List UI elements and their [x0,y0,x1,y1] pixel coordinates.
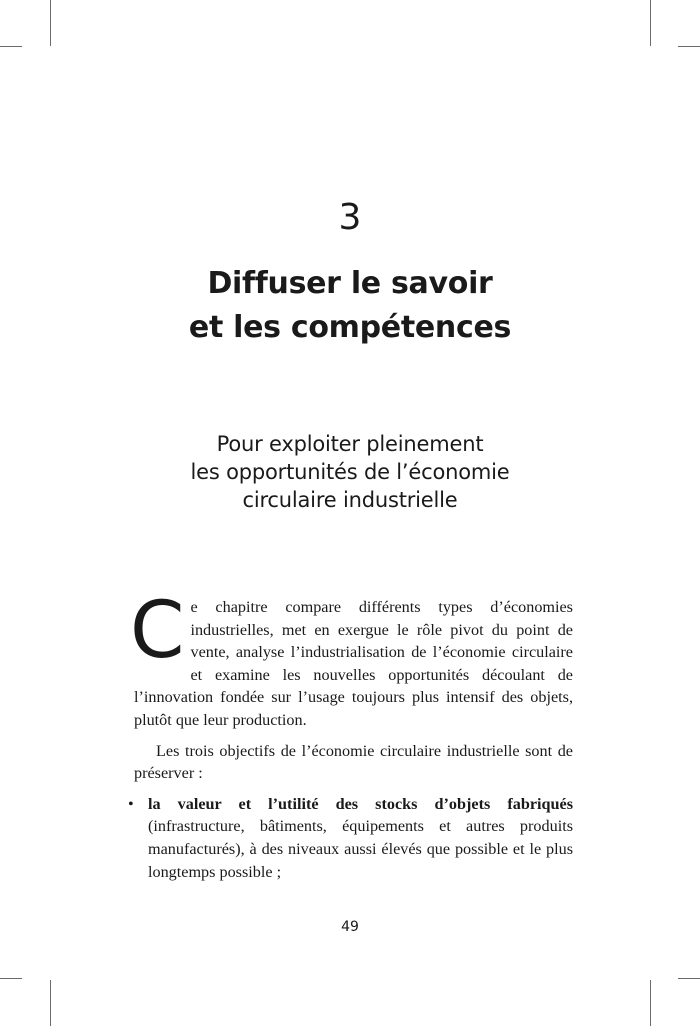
list-item-text: (infrastructure, bâtiments, équipements et autres produits manufacturés), à des niveaux aussi élevés que possible et le plus longtemps possible ; [148,817,573,881]
crop-mark-bottom-left-horizontal [0,978,22,979]
crop-mark-top-right-vertical [650,0,651,46]
chapter-subtitle-line-3: circulaire industrielle [242,488,458,512]
intro-paragraph-text: e chapitre compare différents types d’économies industrielles, met en exergue le rôle pivot du point de vente, analyse l’industrialisation de l’économie circulaire et examine les nouvelles opportunités découlant de l’innovation fondée sur l’usage toujours plus intensif des objets, plutôt que leur production. [134,598,573,729]
chapter-title-line-1: Diffuser le savoir [207,266,493,301]
crop-mark-bottom-left-vertical [50,980,51,1026]
chapter-subtitle-line-2: les opportunités de l’économie [190,460,510,484]
chapter-title [0,262,700,350]
intro-paragraph [130,586,573,732]
list-item-bold-text: la valeur et l’utilité des stocks d’objets fabriqués [148,794,573,813]
crop-mark-bottom-right-horizontal [678,978,700,979]
objectives-list [128,793,573,883]
chapter-title-line-2: et les compétences [188,310,512,345]
chapter-number: 3 [338,197,362,238]
crop-mark-top-left-vertical [50,0,51,46]
body-text [128,586,573,883]
crop-mark-top-left-horizontal [0,46,22,47]
bullet-icon: • [128,794,134,813]
crop-mark-bottom-right-vertical [650,980,651,1026]
objectives-paragraph: Les trois objectifs de l’économie circulaire industrielle sont de préserver : [134,741,573,783]
chapter-subtitle-line-1: Pour exploiter pleinement [216,432,484,456]
page-number: 49 [341,919,359,935]
crop-mark-top-right-horizontal [678,46,700,47]
chapter-subtitle [0,430,700,514]
drop-cap: C [130,586,185,676]
list-item [128,793,573,883]
